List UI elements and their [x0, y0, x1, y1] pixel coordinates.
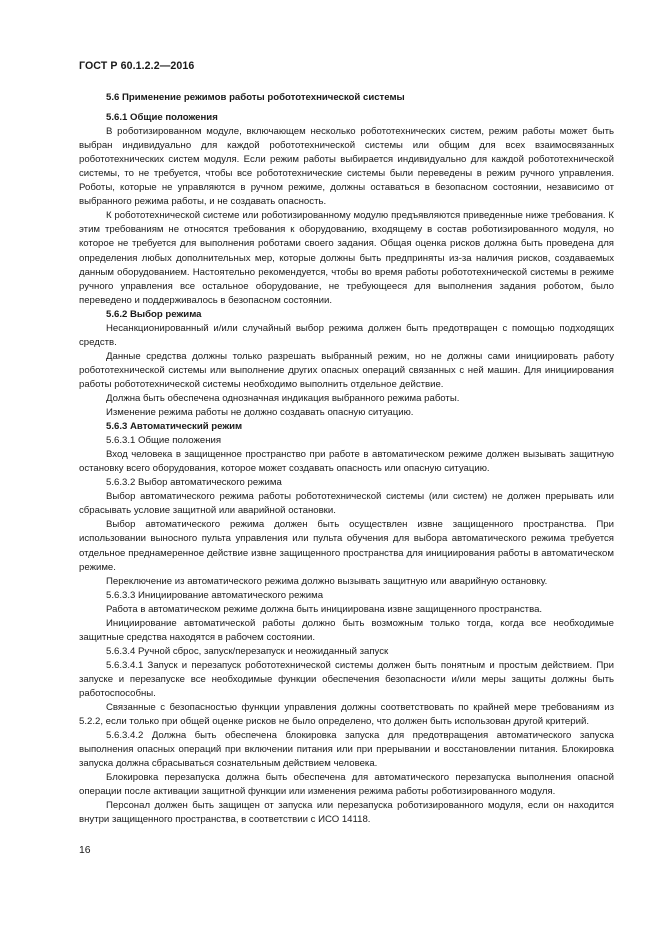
paragraph: Переключение из автоматического режима должно вызывать защитную или аварийную остановку. — [106, 575, 548, 587]
paragraph: Выбор автоматического режима работы робототехнической системы (или систем) не должен прерывать или сбрасывать условие защитной или аварийной остановки. — [79, 491, 614, 517]
paragraph: Выбор автоматического режима должен быть осуществлен извне защищенного пространства. При использовании выносного пульта управления или пульта обучения для выбора автоматического режима требуется отдельное преднамеренное действие извне защищенного пространства для инициирования работы в автоматическом режиме. — [79, 519, 614, 573]
paragraph: Работа в автоматическом режиме должна быть инициирована извне защищенного пространства. — [106, 603, 543, 615]
paragraph: Инициирование автоматической работы должно быть возможным только тогда, когда все необходимые защитные средства находятся в рабочем состоянии. — [79, 617, 614, 643]
paragraph: К робототехнической системе или роботизированному модулю предъявляются приведенные ниже требования. К этим требованиям не относятся требования к оборудованию, входящему в состав роботизированного модуля, но которое не требуется для выполнения роботами своего задания. Общая оценка рисков должна быть проведена для определения любых дополнительных мер, которые должны быть предприняты из-за наличия рисков, создаваемых данным оборудованием. Настоятельно рекомендуется, чтобы во время работы робототехнической системы в режиме ручного управления все остальное оборудование, не требующееся для выполнения задания роботом, было переведено и поддерживалось в безопасном состоянии. — [79, 210, 614, 306]
clause-heading: 5.6.3.3 Инициирование автоматического режима — [106, 589, 324, 601]
subsection-heading: 5.6.2 Выбор режима — [106, 308, 202, 320]
paragraph: 5.6.3.4.1 Запуск и перезапуск робототехнической системы должен быть понятным и простым действием. При запуске и перезапуске все необходимые функции обеспечения безопасности и/или меры защиты должны быть работоспособны. — [79, 659, 614, 699]
standard-header: ГОСТ Р 60.1.2.2—2016 — [79, 60, 195, 72]
subsection-heading: 5.6.3 Автоматический режим — [106, 421, 243, 433]
clause-heading: 5.6.3.2 Выбор автоматического режима — [106, 477, 282, 489]
paragraph: Изменение режима работы не должно создавать опасную ситуацию. — [106, 407, 414, 419]
document-body — [79, 91, 614, 827]
subsection-heading: 5.6.1 Общие положения — [106, 112, 218, 124]
paragraph: Несанкционированный и/или случайный выбор режима должен быть предотвращен с помощью подходящих средств. — [79, 322, 614, 348]
paragraph: Данные средства должны только разрешать выбранный режим, но не должны сами инициировать работу робототехнической системы или выполнение других опасных операций связанных с ней машин. Для инициирования работы робототехнической системы необходимо выполнить отдельное действие. — [79, 350, 614, 390]
paragraph: Персонал должен быть защищен от запуска или перезапуска роботизированного модуля, если он находится внутри защищенного пространства, в соответствии с ИСО 14118. — [79, 800, 614, 826]
section-heading: 5.6 Применение режимов работы робототехнической системы — [106, 92, 405, 103]
paragraph: Вход человека в защищенное пространство при работе в автоматическом режиме должен вызывать защитную остановку всего оборудования, которое может создавать опасность или опасную ситуацию. — [79, 449, 614, 475]
paragraph: Блокировка перезапуска должна быть обеспечена для автоматического перезапуска выполнения опасной операции после активации защитной функции или изменения режима работы роботизированного модуля. — [79, 772, 614, 798]
page-number: 16 — [79, 845, 91, 856]
paragraph: Связанные с безопасностью функции управления должны соответствовать по крайней мере требованиям из 5.2.2, если только при общей оценке рисков не было определено, что должен быть использован другой критерий. — [79, 702, 614, 728]
paragraph: 5.6.3.4.2 Должна быть обеспечена блокировка запуска для предотвращения автоматического запуска выполнения опасных операций при включении питания или при прерывании и восстановлении питания. Блокировка запуска должна сбрасываться сознательным действием человека. — [79, 730, 614, 770]
paragraph: Должна быть обеспечена однозначная индикация выбранного режима работы. — [106, 392, 460, 404]
clause-heading: 5.6.3.4 Ручной сброс, запуск/перезапуск и неожиданный запуск — [106, 645, 389, 657]
clause-heading: 5.6.3.1 Общие положения — [106, 435, 222, 447]
paragraph: В роботизированном модуле, включающем несколько робототехнических систем, режим работы может быть выбран индивидуально для каждой робототехнической системы или общим для всех взаимосвязанных робототехнических систем модуля. Если режим работы выбирается индивидуально для каждой робототехнической системы, то не требуется, чтобы все робототехнические системы были переведены в режим ручного управления. Роботы, которые не управляются в ручном режиме, должны оставаться в безопасном состоянии, независимо от выбранного режима работы, и не создавать опасность. — [79, 126, 614, 208]
